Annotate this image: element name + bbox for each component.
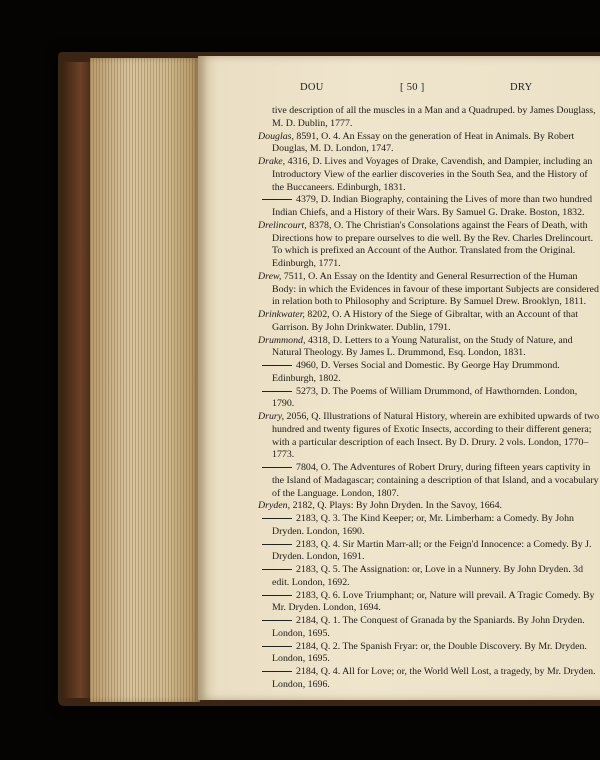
catalogue-entry [258, 500, 600, 513]
entry-author: Dryden, [258, 500, 291, 512]
entry-text: 2182, Q. Plays: By John Dryden. In the Savoy, 1664. [290, 500, 503, 512]
header-left: DOU [300, 82, 324, 93]
catalogue-subentry [258, 462, 600, 500]
entry-text: 2183, Q. 6. Love Triumphant; or, Nature will prevail. A Tragic Comedy. By Mr. Dryden. London, 1694. [272, 589, 595, 614]
catalogue-subentry [258, 666, 600, 692]
ditto-dash [262, 671, 292, 672]
entry-author: Drelincourt, [258, 219, 307, 231]
entry-text: 2056, Q. Illustrations of Natural History, wherein are exhibited upwards of two hundred and twenty figures of Exotic Insects, according to their different genera; with a particular description of each Insect. By D. Drury. 2 vols. London, 1770–1773. [272, 411, 600, 461]
ditto-dash [262, 518, 292, 519]
entry-text: 5273, D. The Poems of William Drummond, of Hawthornden. London, 1790. [272, 385, 578, 410]
entry-text: 8202, O. A History of the Siege of Gibraltar, with an Account of that Garrison. By John Drinkwater. Dublin, 1791. [272, 309, 578, 333]
catalogue-subentry [258, 360, 600, 386]
ditto-dash [262, 569, 292, 570]
catalogue-entry [258, 271, 600, 309]
entry-text: 7804, O. The Adventures of Robert Drury, during fifteen years captivity in the Island of Madagascar; containing a description of that Island, and a vocabulary of the Language. London, 1807. [272, 462, 599, 499]
entry-text: 4960, D. Verses Social and Domestic. By George Hay Drummond. Edinburgh, 1802. [272, 360, 560, 384]
entry-text: 8591, O. 4. An Essay on the generation of Heat in Animals. By Robert Douglas, M. D. London, 1747. [272, 130, 575, 155]
ditto-dash [262, 199, 292, 200]
entry-text: 2183, Q. 4. Sir Martin Marr-all; or the Feign'd Innocence: a Comedy. By J. Dryden. London, 1691. [272, 538, 592, 563]
entry-author: Drake, [258, 156, 286, 167]
catalogue-subentry [258, 513, 600, 539]
catalogue-entry [258, 156, 600, 194]
ditto-dash [262, 365, 292, 366]
entry-text: tive description of all the muscles in a Man and a Quadruped. by James Douglass, M. D. Dublin, 1777. [272, 105, 596, 129]
entry-text: 2183, Q. 3. The Kind Keeper; or, Mr. Limberham: a Comedy. By John Dryden. London, 1690. [272, 513, 574, 537]
catalogue-entry [258, 220, 600, 271]
ditto-dash [262, 595, 292, 596]
catalogue-entries [258, 105, 600, 692]
catalogue-entry [258, 309, 600, 335]
entry-text: 2184, Q. 2. The Spanish Fryar: or, the Double Discovery. By Mr. Dryden. London, 1695. [272, 640, 587, 665]
entry-text: 8378, O. The Christian's Consolations against the Fears of Death, with Directions how to prepare ourselves to die well. By the Rev. Charles Drelincourt. To which is prefixed an Account of the Author. Translated from the Original. Edinburgh, 1771. [272, 219, 594, 269]
entry-text: 2184, Q. 4. All for Love; or, the World Well Lost, a tragedy, by Mr. Dryden. London, 1696. [272, 666, 596, 690]
entry-text: 2184, Q. 1. The Conquest of Granada by the Spaniards. By John Dryden. London, 1695. [272, 615, 585, 639]
entry-author: Drummond, [258, 334, 306, 346]
entry-text: 4316, D. Lives and Voyages of Drake, Cavendish, and Dampier, including an Introductory View of the earlier discoveries in the South Sea, and the History of the Buccaneers. Edinburgh, 1831. [272, 156, 593, 193]
page-block [90, 58, 200, 702]
ditto-dash [262, 620, 292, 621]
catalogue-subentry [258, 590, 600, 616]
continued-entry [258, 105, 600, 131]
catalogue-subentry [258, 564, 600, 590]
entry-text: 7511, O. An Essay on the Identity and General Resurrection of the Human Body: in which the Evidences in favour of these important Subjects are considered in relation both to Philosophy and Scripture. By Samuel Drew. Brooklyn, 1811. [272, 270, 599, 308]
catalogue-subentry [258, 615, 600, 641]
entry-text: 4379, D. Indian Biography, containing the Lives of more than two hundred Indian Chiefs, and a History of their Wars. By Samuel G. Drake. Boston, 1832. [272, 194, 593, 218]
catalogue-subentry [258, 539, 600, 565]
entry-author: Drew, [258, 270, 282, 282]
entry-author: Drinkwater, [258, 309, 305, 320]
entry-author: Drury, [258, 411, 285, 422]
ditto-dash [262, 467, 292, 468]
catalogue-subentry [258, 194, 600, 220]
catalogue-entry [258, 335, 600, 361]
entry-author: Douglas, [258, 130, 294, 142]
ditto-dash [262, 646, 292, 647]
header-right: DRY [510, 82, 533, 93]
catalogue-entry [258, 131, 600, 157]
catalogue-subentry [258, 386, 600, 412]
catalogue-subentry [258, 641, 600, 667]
catalogue-entry [258, 411, 600, 462]
page-number: [ 50 ] [400, 82, 425, 93]
entry-text: 2183, Q. 5. The Assignation: or, Love in a Nunnery. By John Dryden. 3d edit. London, 1692. [272, 564, 584, 588]
entry-text: 4318, D. Letters to a Young Naturalist, on the Study of Nature, and Natural Theology. By James L. Drummond, Esq. London, 1831. [272, 334, 573, 359]
running-header [300, 82, 540, 98]
ditto-dash [262, 391, 292, 392]
ditto-dash [262, 544, 292, 545]
